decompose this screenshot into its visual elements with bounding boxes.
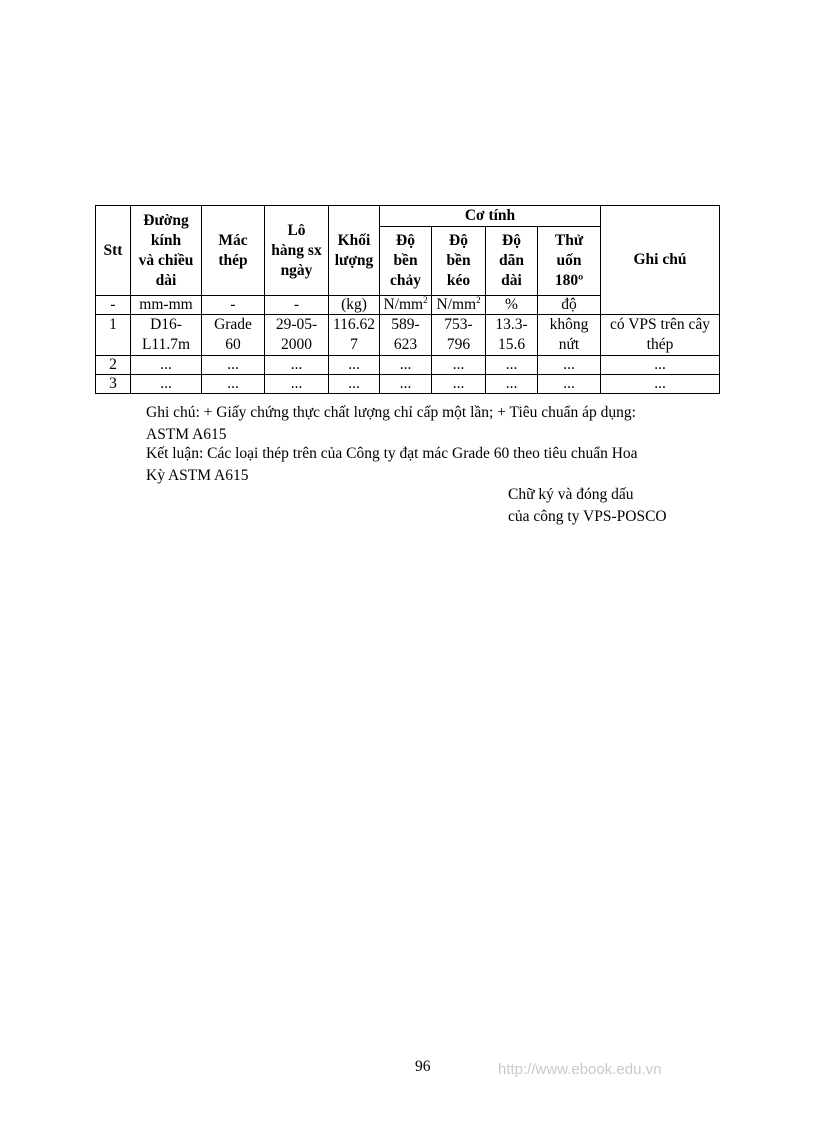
header-notes: Ghi chú [601,206,720,315]
cell-notes: có VPS trên cây thép [601,315,720,356]
cell-placeholder: ... [380,375,432,394]
cell-placeholder: ... [380,356,432,375]
row-stt: 2 [96,356,131,375]
unit-cell: độ [538,296,601,315]
unit-cell: - [96,296,131,315]
cell-placeholder: ... [131,375,202,394]
unit-cell: $N/mm^2$ [380,296,432,315]
cell-placeholder: ... [432,375,486,394]
unit-cell: - [202,296,265,315]
row-stt: 1 [96,315,131,356]
unit-cell: $N/mm^2$ [432,296,486,315]
cell-placeholder: ... [538,356,601,375]
cell-tensile: 753- 796 [432,315,486,356]
watermark-url: http://www.ebook.edu.vn [498,1061,662,1078]
conclusion-text-continued: Kỳ ASTM A615 [146,467,249,484]
cell-placeholder: ... [265,356,329,375]
header-mechanical-properties: Cơ tính [380,206,601,227]
unit-cell: mm-mm [131,296,202,315]
table-row [96,375,720,394]
signature-caption: Chữ ký và đóng dấu [508,486,634,503]
table-row [96,315,720,356]
header-elongation: Độ dãn dài [486,227,538,296]
header-stt: Stt [96,206,131,296]
cell-placeholder: ... [202,375,265,394]
cell-placeholder: ... [329,356,380,375]
cell-lot: 29-05- 2000 [265,315,329,356]
steel-quality-table [95,205,720,394]
cell-placeholder: ... [486,375,538,394]
unit-cell: - [265,296,329,315]
cell-placeholder: ... [601,375,720,394]
cell-yield: 589- 623 [380,315,432,356]
cell-mass: 116.62 7 [329,315,380,356]
conclusion-text: Kết luận: Các loại thép trên của Công ty đạt mác Grade 60 theo tiêu chuẩn Hoa [146,445,638,462]
unit-cell: % [486,296,538,315]
cell-placeholder: ... [329,375,380,394]
header-steel-grade: Mác thép [202,206,265,296]
header-mass: Khối lượng [329,206,380,296]
cell-grade: Grade 60 [202,315,265,356]
header-lot-date: Lô hàng sx ngày [265,206,329,296]
cell-placeholder: ... [432,356,486,375]
header-bend-test: Thử uốn 180º [538,227,601,296]
cell-elongation: 13.3- 15.6 [486,315,538,356]
cell-diameter: D16- L11.7m [131,315,202,356]
cell-placeholder: ... [265,375,329,394]
signature-company: của công ty VPS-POSCO [508,508,667,525]
table-row [96,356,720,375]
cell-placeholder: ... [202,356,265,375]
header-diameter-length: Đường kính và chiều dài [131,206,202,296]
cell-placeholder: ... [131,356,202,375]
cell-bend: không nứt [538,315,601,356]
note-text-continued: ASTM A615 [146,426,227,443]
header-row [96,206,720,227]
cell-placeholder: ... [538,375,601,394]
cell-placeholder: ... [486,356,538,375]
unit-cell: (kg) [329,296,380,315]
header-yield-strength: Độ bền chảy [380,227,432,296]
cell-placeholder: ... [601,356,720,375]
page-number: 96 [415,1058,431,1075]
header-tensile-strength: Độ bền kéo [432,227,486,296]
row-stt: 3 [96,375,131,394]
note-text: Ghi chú: + Giấy chứng thực chất lượng chỉ cấp một lần; + Tiêu chuẩn áp dụng: [146,404,636,421]
